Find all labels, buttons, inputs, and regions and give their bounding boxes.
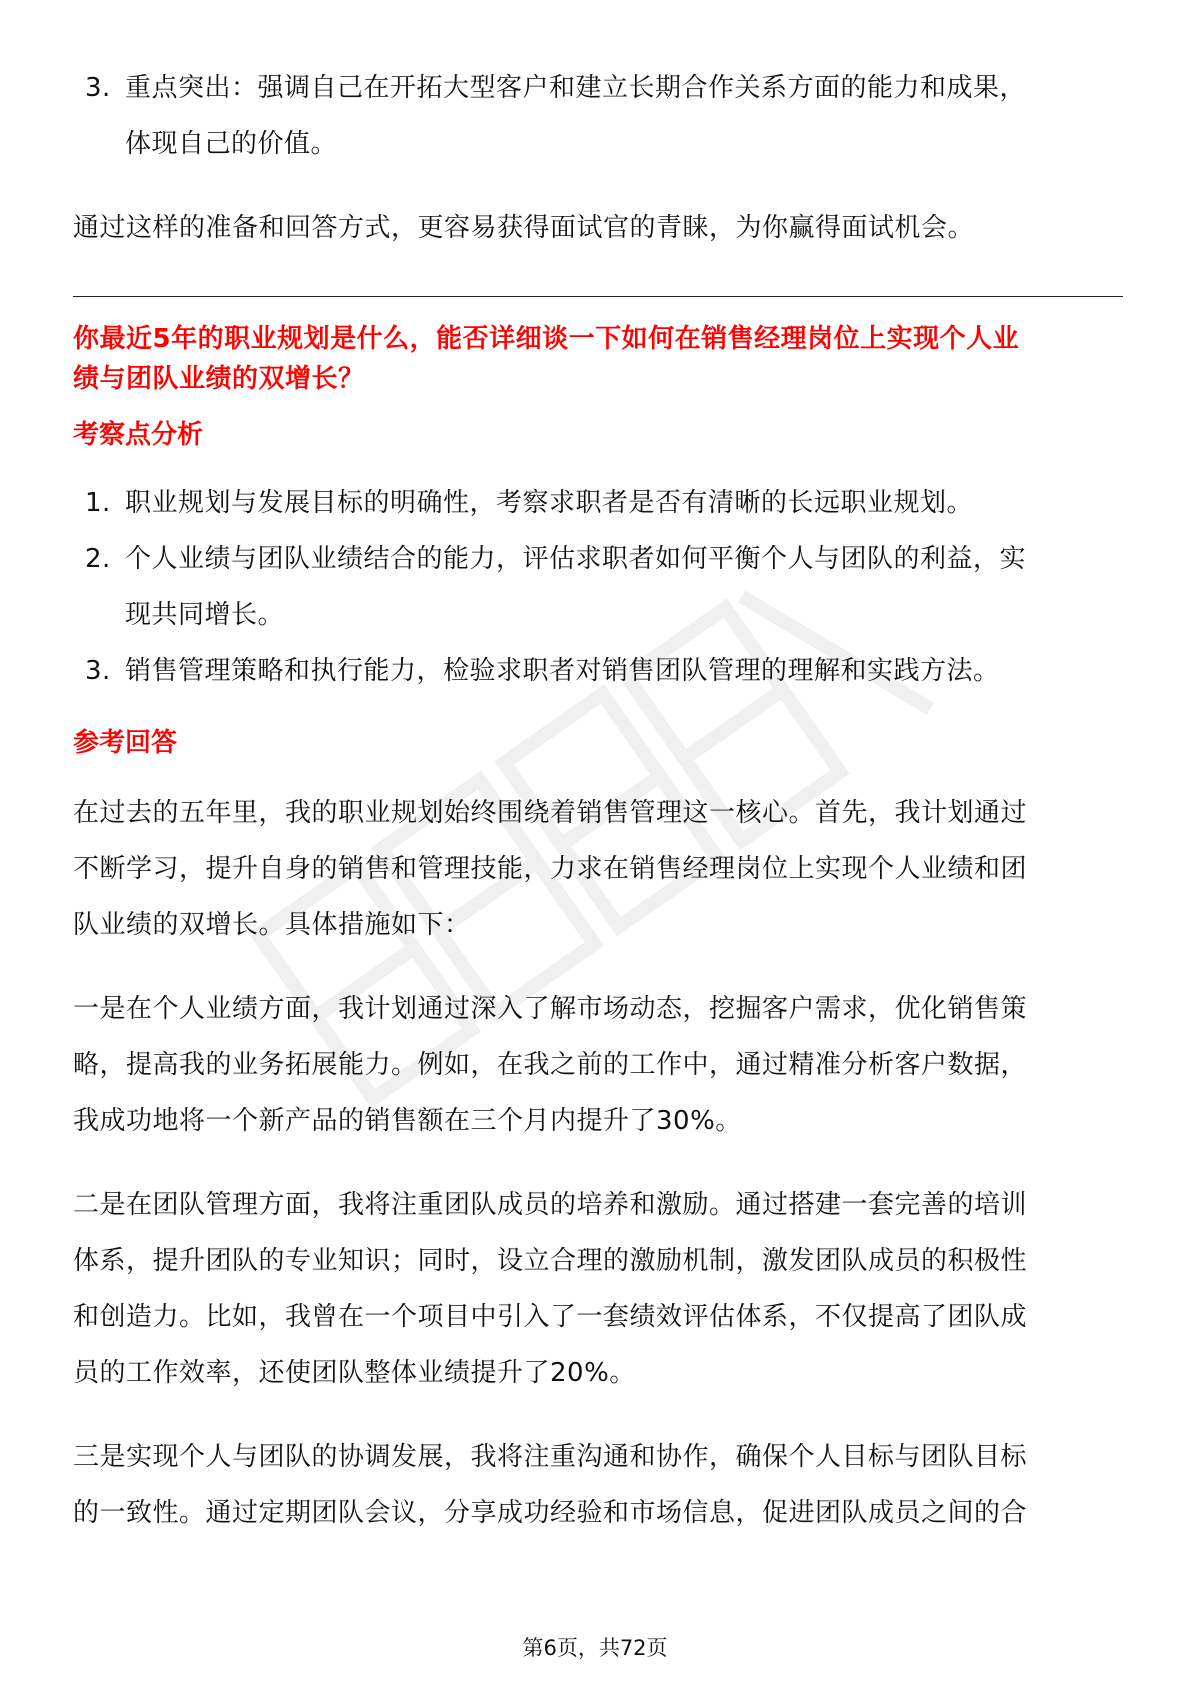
list-item-text-line1: 重点突出：强调自己在开拓大型客户和建立长期合作关系方面的能力和成果， [125,73,1027,103]
question-line1: 你最近5年的职业规划是什么，能否详细谈一下如何在销售经理岗位上实现个人业 [73,324,1020,354]
question-heading [73,319,1123,399]
top-list [73,60,1123,172]
answer-paragraph-1 [73,785,1123,953]
page-footer: 第6页，共72页 [522,1636,668,1660]
question-line2: 绩与团队业绩的双增长？ [73,364,365,394]
list-item-text-line1: 职业规划与发展目标的明确性，考察求职者是否有清晰的长远职业规划。 [125,488,974,518]
list-item-text-line2: 现共同增长。 [125,600,285,630]
paragraph-line: 不断学习，提升自身的销售和管理技能，力求在销售经理岗位上实现个人业绩和团 [73,854,1028,884]
analysis-list [73,475,1123,699]
list-item-number: 3. [85,73,111,103]
list-item-text-line2: 体现自己的价值。 [125,129,338,159]
answer-paragraph-4 [73,1429,1123,1541]
list-item-text-line1: 个人业绩与团队业绩结合的能力，评估求职者如何平衡个人与团队的利益，实 [125,544,1027,574]
paragraph-line: 我成功地将一个新产品的销售额在三个月内提升了30%。 [73,1106,742,1136]
list-item-number: 1. [85,488,111,518]
list-item-number: 3. [85,656,111,686]
paragraph-line: 的一致性。通过定期团队会议，分享成功经验和市场信息，促进团队成员之间的合 [73,1498,1028,1528]
paragraph-line: 体系，提升团队的专业知识；同时，设立合理的激励机制，激发团队成员的积极性 [73,1246,1028,1276]
paragraph-line: 略，提高我的业务拓展能力。例如，在我之前的工作中，通过精准分析客户数据， [73,1050,1028,1080]
paragraph-line: 在过去的五年里，我的职业规划始终围绕着销售管理这一核心。首先，我计划通过 [73,798,1028,828]
analysis-title: 考察点分析 [73,420,204,450]
answer-paragraph-2 [73,981,1123,1149]
answer-title: 参考回答 [73,728,178,758]
list-item-text-line1: 销售管理策略和执行能力，检验求职者对销售团队管理的理解和实践方法。 [125,656,1000,686]
paragraph-line: 一是在个人业绩方面，我计划通过深入了解市场动态，挖掘客户需求，优化销售策 [73,994,1028,1024]
list-item [73,60,1123,172]
paragraph-line: 队业绩的双增长。具体措施如下： [73,910,471,940]
main-content [73,60,1123,1541]
closing-text: 通过这样的准备和回答方式，更容易获得面试官的青睐，为你赢得面试机会。 [73,213,975,243]
paragraph-line: 和创造力。比如，我曾在一个项目中引入了一套绩效评估体系，不仅提高了团队成 [73,1302,1028,1332]
list-item [73,531,1123,643]
answer-paragraph-3 [73,1177,1123,1401]
paragraph-line: 二是在团队管理方面，我将注重团队成员的培养和激励。通过搭建一套完善的培训 [73,1190,1028,1220]
list-item [73,643,1123,699]
paragraph-line: 三是实现个人与团队的协调发展，我将注重沟通和协作，确保个人目标与团队目标 [73,1442,1028,1472]
paragraph-line: 员的工作效率，还使团队整体业绩提升了20%。 [73,1358,636,1388]
list-item [73,475,1123,531]
list-item-number: 2. [85,544,111,574]
